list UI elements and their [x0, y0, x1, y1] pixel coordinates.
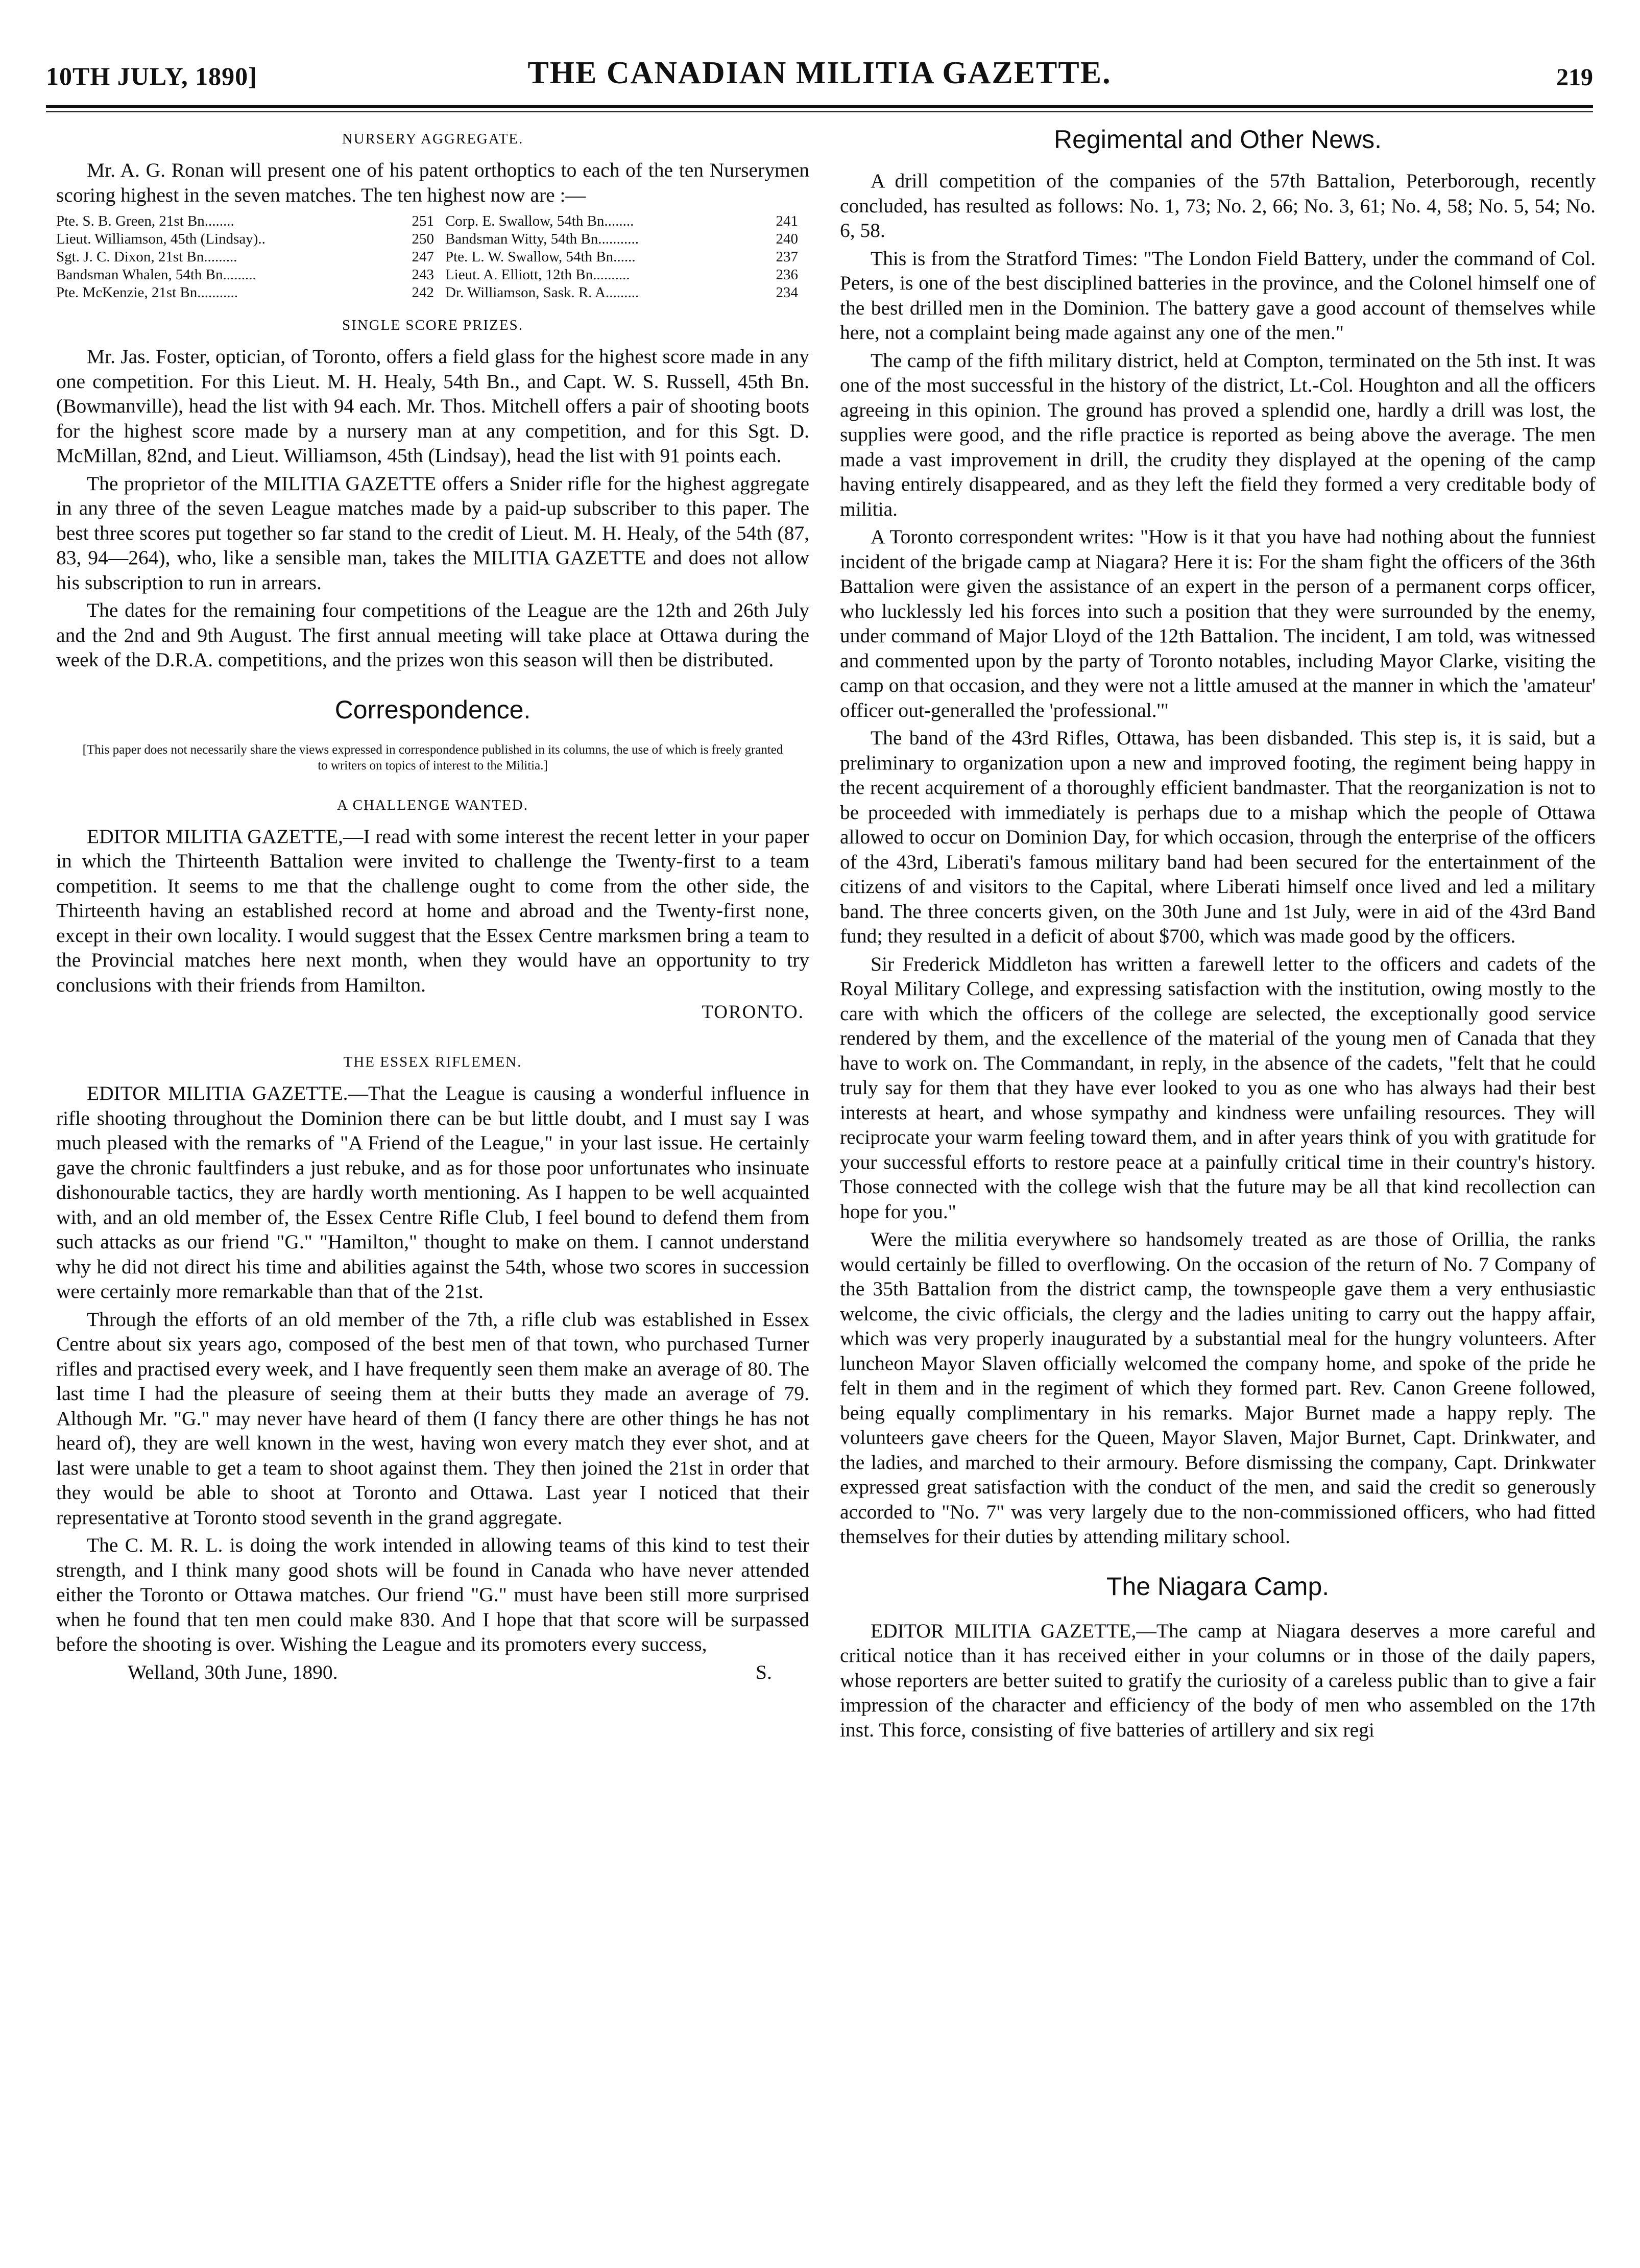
nursery-score-table [56, 212, 809, 302]
score-name: Pte. L. W. Swallow, 54th Bn...... [445, 249, 636, 265]
score-name: Pte. McKenzie, 21st Bn........... [56, 284, 238, 301]
news-orillia-welcome: Were the militia everywhere so handsomely treated as are those of Orillia, the ranks would certainly be filled to overflowing. On the occasion of the return of No. 7 Company of the 35th Battalion from the district camp, the townspeople gave them a very enthusiastic welcome, the civic officials, the clergy and the ladies uniting to carry out the happy affair, which was very properly inaugurated by a substantial meal for the hungry volunteers. After luncheon Mayor Slaven officially welcomed the company home, and spoke of the pride he felt in them and in the regiment of which they formed part. Rev. Canon Greene followed, being equally complimentary in his remarks. Major Burnet made a happy reply. The volunteers gave cheers for the Queen, Mayor Slaven, Major Burnet, Capt. Drinkwater, and the ladies, and marched to their armoury. Before dismissing the company, Capt. Drinkwater expressed great satisfaction with the conduct of the men, and said the credit so generously accorded to "No. 7" was very largely due to the non-commissioned officers, who had fitted themselves for their duties by attending military school. [840, 1228, 1596, 1548]
score-name: Lieut. A. Elliott, 12th Bn.......... [445, 267, 630, 283]
score-value: 236 [776, 267, 798, 283]
essex-paragraph-2: Through the efforts of an old member of the 7th, a rifle club was established in Essex Centre about six years ago, composed of the best men of that town, who purchased Turner rifles and practised every week, and I have frequently seen them make an average of 80. The last time I had the pleasure of seeing them at their butts they made an average of 79. Although Mr. "G." may never have heard of them (I fancy there are other things he has not heard of), they are well known in the west, having won every match they ever shot, and at last were unable to get a team to shoot against them. They then joined the 21st in order that they would be able to shoot at Toronto and Ottawa. Last year I noticed that their representative at Toronto stood seventh in the grand aggregate. [56, 1308, 809, 1529]
niagara-camp-heading: The Niagara Camp. [1106, 1572, 1330, 1601]
score-name: Bandsman Witty, 54th Bn........... [445, 231, 639, 247]
news-43rd-band: The band of the 43rd Rifles, Ottawa, has been disbanded. This step is, it is said, but a preliminary to organization upon a new and improved footing, the regiment being happy in the recent acquirement of a thoroughly efficient bandmaster. That the reorganization is not to be proceeded with immediately is perhaps due to a mishap which the people of Ottawa allowed to occur on Dominion Day, for which occasion, through the enterprise of the officers of the 43rd, Liberati's famous military band had been secured for the entertainment of the citizens of and visitors to the Capital, where Liberati himself once lived and led a military band. The three concerts given, on the 30th June and 1st July, were in aid of the 43rd Band fund; they resulted in a deficit of about $700, which was made good by the officers. [840, 727, 1596, 947]
score-row [56, 212, 809, 230]
score-value: 250 [412, 231, 434, 247]
essex-signature: S. [756, 1660, 772, 1683]
nursery-intro: Mr. A. G. Ronan will present one of his patent orthoptics to each of the ten Nurserymen scoring highest in the seven matches. The ten highest now are :— [56, 159, 809, 206]
score-value: 247 [412, 249, 434, 265]
essex-paragraph-3: The C. M. R. L. is doing the work intended in allowing teams of this kind to test their strength, and I think many good shots will be found in Canada who have never attended either the Toronto or Ottawa matches. Our friend "G." must have been still more surprised when he found that ten men could make 830. And I hope that that score will be surpassed before the shooting is over. Wishing the League and its promoters every success, [56, 1534, 809, 1655]
snider-rifle-paragraph: The proprietor of the MILITIA GAZETTE offers a Snider rifle for the highest aggregate in any three of the seven League matches made by a paid-up subscriber to this paper. The best three scores put together so far stand to the credit of Lieut. M. H. Healy, of the 54th (87, 83, 94—264), who, like a sensible man, takes the MILITIA GAZETTE and does not allow his subscription to run in arrears. [56, 472, 809, 594]
score-row [56, 248, 809, 266]
challenge-signature: TORONTO. [702, 1002, 804, 1023]
news-toronto-correspondent: A Toronto correspondent writes: "How is it that you have had nothing about the funniest incident of the brigade camp at Niagara? Here it is: For the sham fight the officers of the 36th Battalion were given the assistance of an expert in the person of a permanent corps officer, who lucklessly led his forces into such a position that they were surrounded by the enemy, under command of Major Lloyd of the 12th Battalion. The incident, I am told, was witnessed and commented upon by the party of Toronto notables, including Mayor Clarke, visiting the camp on that occasion, and they were not a little amused at the manner in which the 'amateur' officer out-generalled the 'professional.'" [840, 525, 1596, 721]
single-score-heading: SINGLE SCORE PRIZES. [342, 317, 523, 333]
score-value: 237 [776, 249, 798, 265]
score-value: 241 [776, 213, 798, 229]
score-name: Dr. Williamson, Sask. R. A......... [445, 284, 639, 301]
news-middleton-letter: Sir Frederick Middleton has written a farewell letter to the officers and cadets of the Royal Military College, and expressing satisfaction with the institution, owing mostly to the care with which the officers of the college are selected, the exceptionally good service rendered by them, and the excellence of the material of the young men of Canada that they have to work on. The Commandant, in reply, in the absence of the cadets, "felt that he could truly say for them that they have ever looked to you as one who has always had their best interests at heart, and whose sympathy and kindness were unfailing resources. They will reciprocate your warm feeling toward them, and in after years think of you with gratitude for your successful efforts to restore peace at a painfully critical time in their country's history. Those connected with the college wish that the future may be all that kind recollection can hope for you." [840, 952, 1596, 1223]
score-row [56, 266, 809, 284]
score-row [56, 230, 809, 248]
score-name: Pte. S. B. Green, 21st Bn........ [56, 213, 234, 229]
score-name: Corp. E. Swallow, 54th Bn........ [445, 213, 634, 229]
score-name: Bandsman Whalen, 54th Bn......... [56, 267, 256, 283]
essex-heading: THE ESSEX RIFLEMEN. [343, 1054, 522, 1070]
essex-place-date: Welland, 30th June, 1890. [128, 1660, 338, 1683]
score-value: 234 [776, 284, 798, 301]
regimental-news-heading: Regimental and Other News. [1054, 125, 1382, 154]
news-drill-competition: A drill competition of the companies of the 57th Battalion, Peterborough, recently concluded, has resulted as follows: No. 1, 73; No. 2, 66; No. 3, 61; No. 4, 58; No. 5, 54; No. 6, 58. [840, 170, 1596, 242]
correspondence-disclaimer: [This paper does not necessarily share the views expressed in correspondence published in its columns, the use of which is freely granted to writers on topics of interest to the Militia.] [82, 742, 783, 773]
header-rule-thick [46, 105, 1593, 108]
correspondence-heading: Correspondence. [334, 695, 531, 724]
right-column [840, 125, 1596, 1745]
score-value: 243 [412, 267, 434, 283]
page-header [46, 47, 1593, 103]
header-rule-thin [46, 111, 1593, 112]
masthead-title: THE CANADIAN MILITIA GAZETTE. [527, 56, 1112, 90]
challenge-heading: A CHALLENGE WANTED. [337, 797, 528, 813]
challenge-letter: EDITOR MILITIA GAZETTE,—I read with some interest the recent letter in your paper in which the Thirteenth Battalion were invited to challenge the Twenty-first to a team competition. It seems to me that the challenge ought to come from the other side, the Thirteenth having an established record at home and abroad and the Twenty-first none, except in their own locality. I would suggest that the Essex Centre marksmen bring a team to the Provincial matches here next month, when they would have an opportunity to try conclusions with their friends from Hamilton. [56, 825, 809, 996]
score-name: Lieut. Williamson, 45th (Lindsay).. [56, 231, 266, 247]
score-name: Sgt. J. C. Dixon, 21st Bn......... [56, 249, 237, 265]
essex-closing [56, 1660, 809, 1685]
issue-date: 10TH JULY, 1890] [46, 62, 257, 90]
page-number: 219 [1556, 64, 1593, 91]
news-london-battery: This is from the Stratford Times: "The London Field Battery, under the command of Col. Peters, is one of the best disciplined batteries in the province, and the Colonel himself one of the best drilled men in the Dominion. The battery gave a good account of themselves while here, not a complaint being made against any one of the men." [840, 247, 1596, 344]
score-value: 240 [776, 231, 798, 247]
score-value: 251 [412, 213, 434, 229]
essex-paragraph-1: EDITOR MILITIA GAZETTE.—That the League is causing a wonderful influence in rifle shooting throughout the Dominion there can be but little doubt, and I must say I was much pleased with the remarks of "A Friend of the League," in your last issue. He certainly gave the chronic faultfinders a just rebuke, and as for those poor unfortunates who insinuate dishonourable tactics, they are hardly worth mentioning. As I happen to be well acquainted with, and an old member of, the Essex Centre Rifle Club, I feel bound to defend them from such attacks as our friend "G." "Hamilton," thought to make on them. I cannot understand why he did not direct his time and abilities against the 54th, whose two scores in succession were certainly more remarkable than that of the 21st. [56, 1082, 809, 1302]
league-dates-paragraph: The dates for the remaining four competitions of the League are the 12th and 26th July and the 2nd and 9th August. The first annual meeting will take place at Ottawa during the week of the D.R.A. competitions, and the prizes won this season will then be distributed. [56, 599, 809, 671]
nursery-aggregate-heading: NURSERY AGGREGATE. [342, 131, 524, 147]
score-row [56, 284, 809, 302]
news-compton-camp: The camp of the fifth military district, held at Compton, terminated on the 5th inst. It was one of the most successful in the history of the district, Lt.-Col. Houghton and all the officers agreeing in this opinion. The ground has proved a splendid one, hardly a drill was lost, the supplies were good, and the rifle practice is reported as being above the average. The men made a vast improvement in drill, the crudity they displayed at the opening of the camp having entirely disappeared, and as they left the field they formed a very creditable body of militia. [840, 349, 1596, 520]
single-score-paragraph: Mr. Jas. Foster, optician, of Toronto, offers a field glass for the highest score made in any one competition. For this Lieut. M. H. Healy, 54th Bn., and Capt. W. S. Russell, 45th Bn. (Bowmanville), head the list with 94 each. Mr. Thos. Mitchell offers a pair of shooting boots for the highest score made by a nursery man at any competition, and for this Sgt. D. McMillan, 82nd, and Lieut. Williamson, 45th (Lindsay), head the list with 91 points each. [56, 345, 809, 467]
left-column [56, 128, 809, 1685]
score-value: 242 [412, 284, 434, 301]
niagara-camp-letter: EDITOR MILITIA GAZETTE,—The camp at Niagara deserves a more careful and critical notice than it has received either in your columns or in those of the daily papers, whose reporters are better suited to gratify the curiosity of a careless public than to give a fair impression of the character and efficiency of the body of men who assembled on the 17th inst. This force, consisting of five batteries of artillery and six regi [840, 1619, 1596, 1741]
